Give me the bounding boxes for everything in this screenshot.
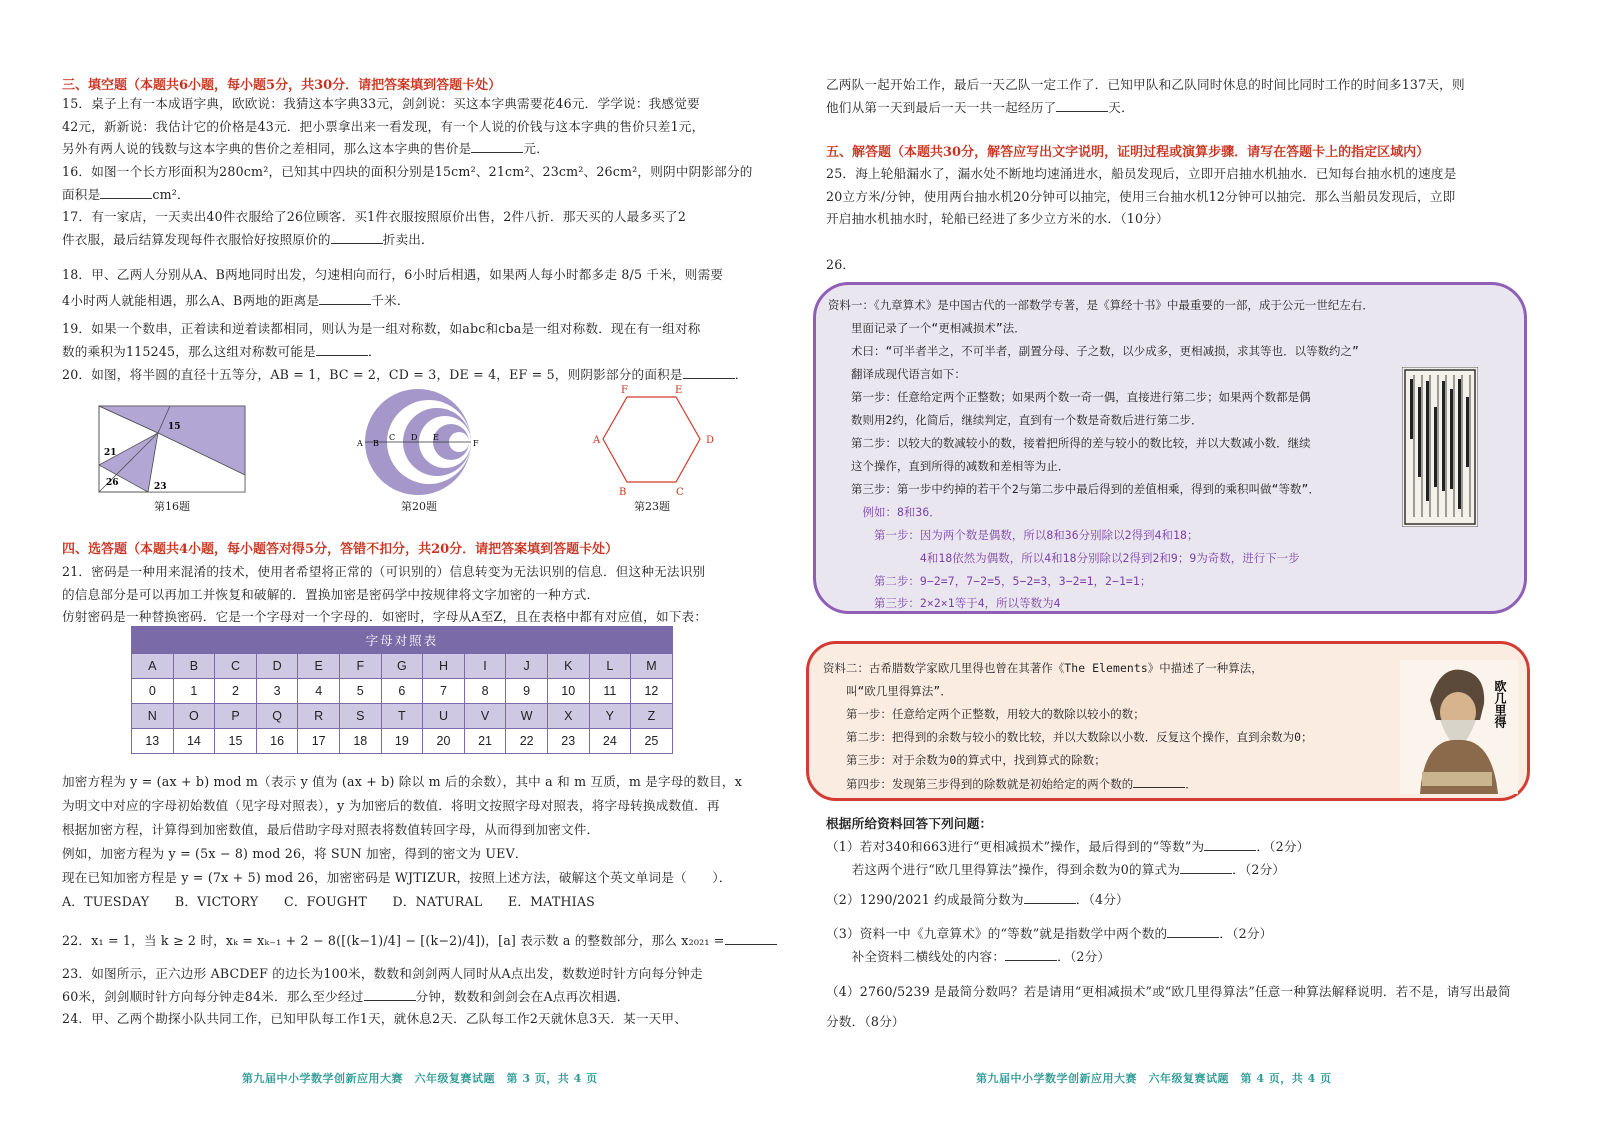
table-cell: 3 [256,679,298,704]
q26c2-blank [1005,948,1057,961]
q24-answer-blank [1056,99,1108,112]
m1-line1: 资料一：《九章算术》是中国古代的一部数学专著，是《算经十书》中最重要的一部，成于公元一世纪左右． [828,298,1374,312]
q18-line2: 4小时两人就能相遇，那么A、B两地的距离是 [62,293,320,308]
q21b-line3: 根据加密方程，计算得到加密数值，最后借助字母对照表将数值转回字母，从而得到加密文件． [62,822,600,837]
table-cell: 13 [132,729,174,754]
fig23-label-e: E [675,385,683,396]
m2-step4-text: 第四步：发现第三步得到的除数就是初始给定的两个数的 [823,777,1134,791]
fig23-label-c: C [676,487,684,498]
question-23 [62,963,703,1008]
section-fill-in-title: 三、填空题（本题共6小题，每小题5分，共30分．请把答案填到答题卡处） [62,78,502,93]
table-cell: Q [256,704,298,729]
m1-step1b: 数则用2约，化简后，继续判定，直到有一个数是奇数后进行第二步． [828,413,1203,427]
table-cell: 4 [298,679,340,704]
table-cell: L [589,654,631,679]
q25-line3: 开启抽水机抽水时，轮船已经进了多少立方米的水．（10分） [826,211,1169,226]
question-17 [62,206,686,251]
table-cell: 8 [464,679,506,704]
q26-part1 [826,836,1309,881]
fig16-label-26: 26 [106,478,119,488]
table-cell: 18 [339,729,381,754]
question-22 [62,930,777,953]
table-cell: E [298,654,340,679]
table-cell: I [464,654,506,679]
table-cell: V [464,704,506,729]
q26d-line1: （4）2760/5239 是最简分数吗？若是请用“更相减损术”或“欧几里得算法”任意一种算法解释说明．若不是，请写出最简 [826,984,1511,999]
figure-16-rectangle [98,405,248,495]
material-two-box [806,641,1530,801]
table-cell: C [215,654,257,679]
fig16-label-15: 15 [168,422,181,432]
table-cell: 25 [631,729,673,754]
m2-step1: 第一步：任意给定两个正整数，用较大的数除以较小的数； [823,707,1145,721]
q17-line1: 17．有一家店，一天卖出40件衣服给了26位顾客．买1件衣服按照原价出售，2件八折．那天买的人最多买了2 [62,209,687,224]
table-cell: N [132,704,174,729]
table-row-letters-2 [132,704,673,729]
table-cell: X [547,704,589,729]
m2-answer-blank [1133,775,1185,788]
question-19 [62,318,701,363]
q23-line1: 23．如图所示，正六边形 ABCDEF 的边长为100米，数数和剑剑两人同时从A点出发，数数逆时针方向每分钟走 [62,966,703,981]
q26a-text: （1）若对340和663进行“更相减损术”操作，最后得到的“等数”为 [826,839,1205,854]
table-cell: R [298,704,340,729]
q21-line2: 的信息部分是可以再加工并恢复和破解的．置换加密是密码学中按规律将文字加密的一种方式． [62,586,600,602]
q24b-line2: 他们从第一天到最后一天一共一起经历了 [826,99,1057,115]
q25-line1: 25．海上轮船漏水了，漏水处不断地均速涌进水，船员发现后，立即开启抽水机抽水．已知每台抽水机的速度是 [826,166,1457,181]
m1-step1a: 第一步：任意给定两个正整数；如果两个数一奇一偶，直接进行第二步；如果两个数都是偶 [828,390,1311,404]
table-cell: 11 [589,679,631,704]
q20-text: 20．如图，将半圆的直径十五等分，AB = 1，BC = 2，CD = 3，DE = 4，EF = 5，则阴影部分的面积是 [62,367,683,382]
table-cell: 17 [298,729,340,754]
q26c-blank [1167,925,1219,938]
question-15 [62,93,704,161]
q19-line1: 19．如果一个数串，正着读和逆着读都相同，则认为是一组对称数，如abc和cba是一组对称数．现在有一组对称 [62,321,701,336]
table-cell: 21 [464,729,506,754]
m1-line4: 翻译成现代语言如下： [828,367,966,381]
question-18 [62,262,723,314]
q22-answer-blank [725,932,777,945]
fig23-label-d: D [706,435,715,446]
table-row-nums-2 [132,729,673,754]
fig20-label-b: B [373,439,379,448]
m2-line1: 资料二：古希腊数学家欧几里得也曾在其著作《The Elements》中描述了一种算法， [823,661,1263,675]
q20-answer-blank [683,366,735,379]
fig23-label-b: B [619,487,627,498]
table-cell: G [381,654,423,679]
q16-answer-blank [100,186,152,199]
table-cell: W [506,704,548,729]
table-cell: 15 [215,729,257,754]
fig20-label-f: F [473,439,479,448]
q26-part3 [826,923,1272,968]
table-cell: T [381,704,423,729]
fig16-label-23: 23 [154,482,167,492]
m2-step4 [823,775,1197,792]
right-footer: 第九届中小学数学创新应用大赛 六年级复赛试题 第 4 页，共 4 页 [976,1072,1332,1085]
table-cell: 22 [506,729,548,754]
figure-16-caption: 第16题 [154,500,190,513]
q24b-line1: 乙两队一起开始工作，最后一天乙队一定工作了．已知甲队和乙队同时休息的时间比同时工作的时间多137天，则 [826,77,1465,92]
m1-example-step2: 第二步：9−2=7，7−2=5，5−2=3，3−2=1，2−1=1； [828,574,1152,588]
q24-line1: 24．甲、乙两个勘探小队共同工作，已知甲队每工作1天，就休息2天．乙队每工作2天就休息3天．某一天甲、 [62,1011,687,1026]
table-row-letters-1 [132,654,673,679]
euclid-portrait [1400,660,1518,794]
q21b-line5: 现在已知加密方程是 y = (7x + 5) mod 26，加密密码是 WJTIZUR，按照上述方法，破解这个英文单词是（ ）． [62,870,732,885]
table-cell: 9 [506,679,548,704]
q20-end: ． [734,367,748,382]
m1-example-step1b: 4和18依然为偶数，所以4和18分别除以2得到2和9；9为奇数，进行下一步 [828,551,1300,565]
m2-line2: 叫“欧几里得算法”． [823,684,952,698]
question-24-continued [826,74,1465,119]
q26c-score: ．（2分） [1219,926,1273,941]
table-cell: A [132,654,174,679]
table-cell: 6 [381,679,423,704]
euclid-name-label: 欧几里得 [1493,680,1507,728]
table-cell: 16 [256,729,298,754]
m2-step2: 第二步：把得到的余数与较小的数比较，并以大数除以小数．反复这个操作，直到余数为0； [823,730,1313,744]
table-title: 字母对照表 [132,627,673,654]
q26-part4 [826,977,1511,1037]
m1-example-step1: 第一步：因为两个数是偶数，所以8和36分别除以2得到4和18； [828,528,1199,542]
q22-text: 22．x₁ = 1，当 k ≥ 2 时，xₖ = xₖ₋₁ + 2 − 8([(k−1)/4] − [(k−2)/4])，[a] 表示数 a 的整数部分，那么 x₂₀₂₁ = [62,933,725,948]
table-cell: 23 [547,729,589,754]
table-cell: K [547,654,589,679]
fig20-label-d: D [411,433,418,442]
m1-line3: 术曰：“可半者半之，不可半者，副置分母、子之数，以少成多，更相减损，求其等也．以等数约之” [828,344,1359,358]
table-cell: 0 [132,679,174,704]
figure-20-caption: 第20题 [401,500,437,513]
q26a-blank [1204,838,1256,851]
q19-end: ． [367,343,381,359]
m1-step2a: 第二步：以较大的数减较小的数，接着把所得的差与较小的数比较，并以大数减小数．继续 [828,436,1311,450]
table-cell: 7 [423,679,465,704]
left-footer: 第九届中小学数学创新应用大赛 六年级复赛试题 第 3 页，共 4 页 [242,1072,598,1085]
q25-line2: 20立方米/分钟，使用两台抽水机20分钟可以抽完，使用三台抽水机12分钟可以抽完．那么当船员发现后，立即 [826,188,1456,204]
fig20-label-e: E [433,433,439,442]
q21b-line1: 加密方程为 y = (ax + b) mod m（表示 y 值为 (ax + b) 除以 m 后的余数），其中 a 和 m 互质，m 是字母的数目，x [62,774,743,789]
q26b-text: （2）1290/2021 约成最简分数为 [826,892,1024,907]
table-cell: 2 [215,679,257,704]
m1-line2: 里面记录了一个“更相减损术”法． [828,321,1026,335]
m2-step4-end: ． [1185,777,1197,791]
q26b-blank [1024,891,1076,904]
q21b-line2: 为明文中对应的字母初始数值（见字母对照表），y 为加密后的数值．将明文按照字母对照表，将字母转换成数值．再 [62,798,720,813]
table-cell: 12 [631,679,673,704]
material-one-box [813,282,1527,614]
q26a-score: ．（2分） [1256,839,1310,854]
q26a2-score: ．（2分） [1232,861,1286,877]
table-cell: J [506,654,548,679]
table-cell: P [215,704,257,729]
table-cell: 19 [381,729,423,754]
section-solve-title: 五、解答题（本题共30分，解答应写出文字说明，证明过程或演算步骤．请写在答题卡上的指定区域内） [826,145,1430,160]
q16-line1: 16．如图一个长方形面积为280cm²，已知其中四块的面积分别是15cm²、21cm²、23cm²、26cm²，则阴中阴影部分的 [62,164,753,179]
table-row-nums-1 [132,679,673,704]
q26c-text: （3）资料一中《九章算术》的“等数”就是指数学中两个数的 [826,926,1168,941]
q26b-score: ．（4分） [1075,892,1129,907]
q18-unit: 千米． [371,293,410,308]
q16-line2: 面积是 [62,186,101,202]
q17-answer-blank [331,231,383,244]
table-cell: 5 [339,679,381,704]
m2-step3: 第三步：对于余数为0的算式中，找到算式的除数； [823,753,1106,767]
q21-line3: 仿射密码是一种替换密码．它是一个字母对一个字母的．如密时，字母从A至Z，且在表格中都有对应值，如下表： [62,609,708,624]
q23-line2: 60米，剑剑顺时针方向每分钟走84米．那么至少经过 [62,988,364,1004]
q15-line3: 另外有两人说的钱数与这本字典的售价之差相同，那么这本字典的售价是 [62,141,472,156]
table-cell: 24 [589,729,631,754]
table-cell: F [339,654,381,679]
q18-line1: 18．甲、乙两人分别从A、B两地同时出发，匀速相向而行，6小时后相遇，如果两人每小时都多走 8/5 千米，则需要 [62,267,724,282]
table-cell: B [173,654,215,679]
q19-line2: 数的乘积为115245，那么这组对称数可能是 [62,343,316,359]
ancient-book-image [1402,367,1478,527]
q26a2-text: 若这两个进行“欧几里得算法”操作，得到余数为0的算式为 [826,861,1181,877]
q26d-line2: 分数．（8分） [826,1014,905,1029]
figure-23-caption: 第23题 [634,500,670,513]
table-cell: H [423,654,465,679]
table-cell: M [631,654,673,679]
letter-mapping-table [131,626,673,754]
table-cell: Y [589,704,631,729]
table-cell: Z [631,704,673,729]
table-cell: 10 [547,679,589,704]
table-cell: S [339,704,381,729]
figure-23-hexagon [590,383,720,498]
q26-heading: 根据所给资料回答下列问题： [826,816,993,831]
q19-answer-blank [316,343,368,356]
question-16 [62,161,753,206]
q26a2-blank [1180,861,1232,874]
q21-options: A．TUESDAY B．VICTORY C．FOUGHT D．NATURAL E．MATHIAS [62,894,595,909]
q16-unit: cm²． [152,186,190,202]
section-elective-title: 四、选答题（本题共4小题，每小题答对得5分，答错不扣分，共20分．请把答案填到答题卡处） [62,542,619,557]
question-21 [62,561,707,629]
q26c2-score: ．（2分） [1057,948,1111,964]
q24-unit: 天． [1108,99,1134,115]
q17-unit: 折卖出． [382,231,434,247]
fig20-label-c: C [389,433,396,442]
q15-line2: 42元，新新说：我估计它的价格是43元．把小票拿出来一看发现，有一个人说的价钱与这本字典的售价只差1元， [62,118,705,134]
table-cell: 14 [173,729,215,754]
q15-unit: 元． [523,141,549,156]
fig20-label-a: A [357,439,363,448]
question-21-continued [62,770,742,914]
m1-step2b: 这个操作，直到所得的减数和差相等为止． [828,459,1070,473]
m1-step3: 第三步：第一步中约掉的若干个2与第二步中最后得到的差值相乘，得到的乘积叫做“等数”． [828,482,1320,496]
m1-example-title: 例如：8和36． [828,505,941,519]
table-cell: U [423,704,465,729]
question-26-number: 26． [826,257,856,272]
question-25 [826,163,1457,231]
q15-answer-blank [471,140,523,153]
table-cell: 1 [173,679,215,704]
table-cell: O [173,704,215,729]
table-cell: D [256,654,298,679]
q17-line2: 件衣服，最后结算发现每件衣服恰好按照原价的 [62,231,331,247]
q21b-line4: 例如，加密方程为 y = (5x − 8) mod 26，将 SUN 加密，得到的密文为 UEV． [62,846,528,861]
q21-line1: 21．密码是一种用来混淆的技术，使用者希望将正常的（可识别的）信息转变为无法识别的信息．但这种无法识别 [62,564,706,579]
m1-example-step3: 第三步：2×2×1等于4，所以等数为4 [828,596,1061,610]
table-cell: 20 [423,729,465,754]
q18-answer-blank [319,292,371,305]
fig23-label-a: A [593,435,601,446]
q23-line2-end: 分钟，数数和剑剑会在A点再次相遇． [415,988,630,1004]
figure-20-circles [355,388,485,496]
q15-line1: 15．桌子上有一本成语字典，欧欧说：我猜这本字典33元，剑剑说：买这本字典需要花46元．学学说：我感觉要 [62,96,700,111]
q23-answer-blank [364,988,416,1001]
q26c2-text: 补全资料二横线处的内容： [826,948,1006,964]
fig23-label-f: F [621,385,628,396]
q26-part2 [826,889,1129,912]
fig16-label-21: 21 [104,448,117,458]
question-24 [62,1008,687,1031]
